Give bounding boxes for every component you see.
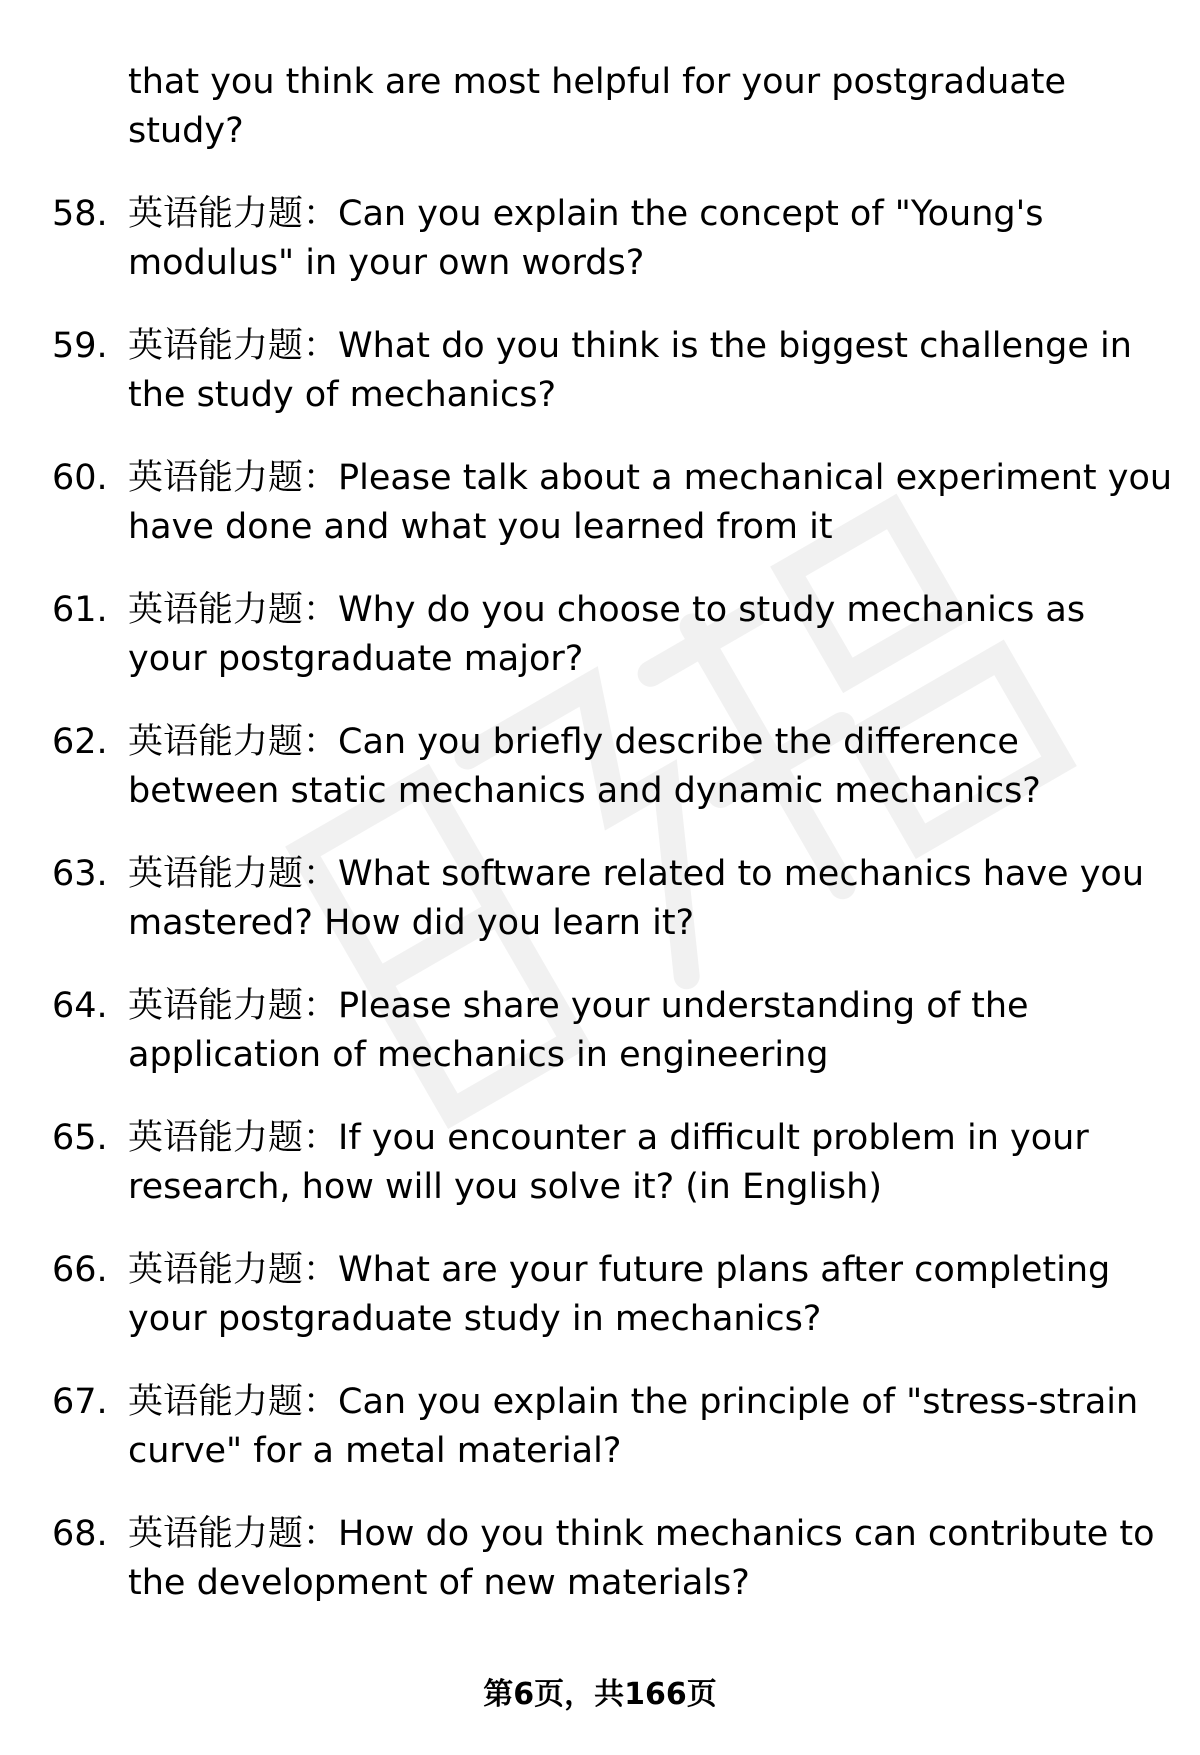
- question-line: 英语能力题：What software related to mechanics have you: [128, 854, 1145, 894]
- question-number: 62.: [52, 722, 108, 762]
- question-line: 英语能力题：How do you think mechanics can contribute to: [128, 1514, 1155, 1554]
- question-number: 63.: [52, 854, 108, 894]
- question-number: 61.: [52, 590, 108, 630]
- carry-over-text: [128, 58, 1158, 156]
- question-item-67: [52, 1378, 1158, 1476]
- question-item-63: [52, 850, 1158, 948]
- question-line: 英语能力题：Can you explain the principle of "stress-strain: [128, 1382, 1139, 1422]
- question-line: 英语能力题：Can you explain the concept of "Young's: [128, 194, 1044, 234]
- question-item-60: [52, 454, 1173, 552]
- question-list: [0, 58, 1200, 1642]
- carry-over-line: that you think are most helpful for your postgraduate: [128, 62, 1066, 102]
- question-item-58: [52, 190, 1158, 288]
- question-line: between static mechanics and dynamic mechanics?: [128, 771, 1041, 811]
- question-number: 67.: [52, 1382, 108, 1422]
- question-item-66: [52, 1246, 1158, 1344]
- question-item-61: [52, 586, 1158, 684]
- question-line: modulus" in your own words?: [128, 243, 645, 283]
- question-line: mastered? How did you learn it?: [128, 903, 695, 943]
- question-line: have done and what you learned from it: [128, 507, 833, 547]
- question-number: 65.: [52, 1118, 108, 1158]
- question-item-62: [52, 718, 1158, 816]
- question-line: the development of new materials?: [128, 1563, 750, 1603]
- question-line: 英语能力题：Please share your understanding of the: [128, 986, 1029, 1026]
- question-number: 59.: [52, 326, 108, 366]
- page-footer: 第6页，共166页: [483, 1677, 717, 1712]
- question-line: application of mechanics in engineering: [128, 1035, 829, 1075]
- question-item-68: [52, 1510, 1158, 1608]
- question-line: your postgraduate major?: [128, 639, 584, 679]
- carry-over-line: study?: [128, 111, 244, 151]
- question-item-65: [52, 1114, 1158, 1212]
- question-number: 60.: [52, 458, 108, 498]
- question-line: 英语能力题：What do you think is the biggest challenge in: [128, 326, 1132, 366]
- question-line: your postgraduate study in mechanics?: [128, 1299, 822, 1339]
- question-line: 英语能力题：If you encounter a difficult problem in your: [128, 1118, 1089, 1158]
- question-line: 英语能力题：Why do you choose to study mechanics as: [128, 590, 1086, 630]
- question-line: 英语能力题：What are your future plans after completing: [128, 1250, 1111, 1290]
- question-line: 英语能力题：Please talk about a mechanical experiment you: [128, 458, 1173, 498]
- question-number: 64.: [52, 986, 108, 1026]
- question-line: curve" for a metal material?: [128, 1431, 622, 1471]
- question-item-64: [52, 982, 1158, 1080]
- question-line: 英语能力题：Can you briefly describe the difference: [128, 722, 1019, 762]
- question-number: 66.: [52, 1250, 108, 1290]
- question-number: 58.: [52, 194, 108, 234]
- question-number: 68.: [52, 1514, 108, 1554]
- question-line: the study of mechanics?: [128, 375, 557, 415]
- question-line: research, how will you solve it? (in English): [128, 1167, 882, 1207]
- question-item-59: [52, 322, 1158, 420]
